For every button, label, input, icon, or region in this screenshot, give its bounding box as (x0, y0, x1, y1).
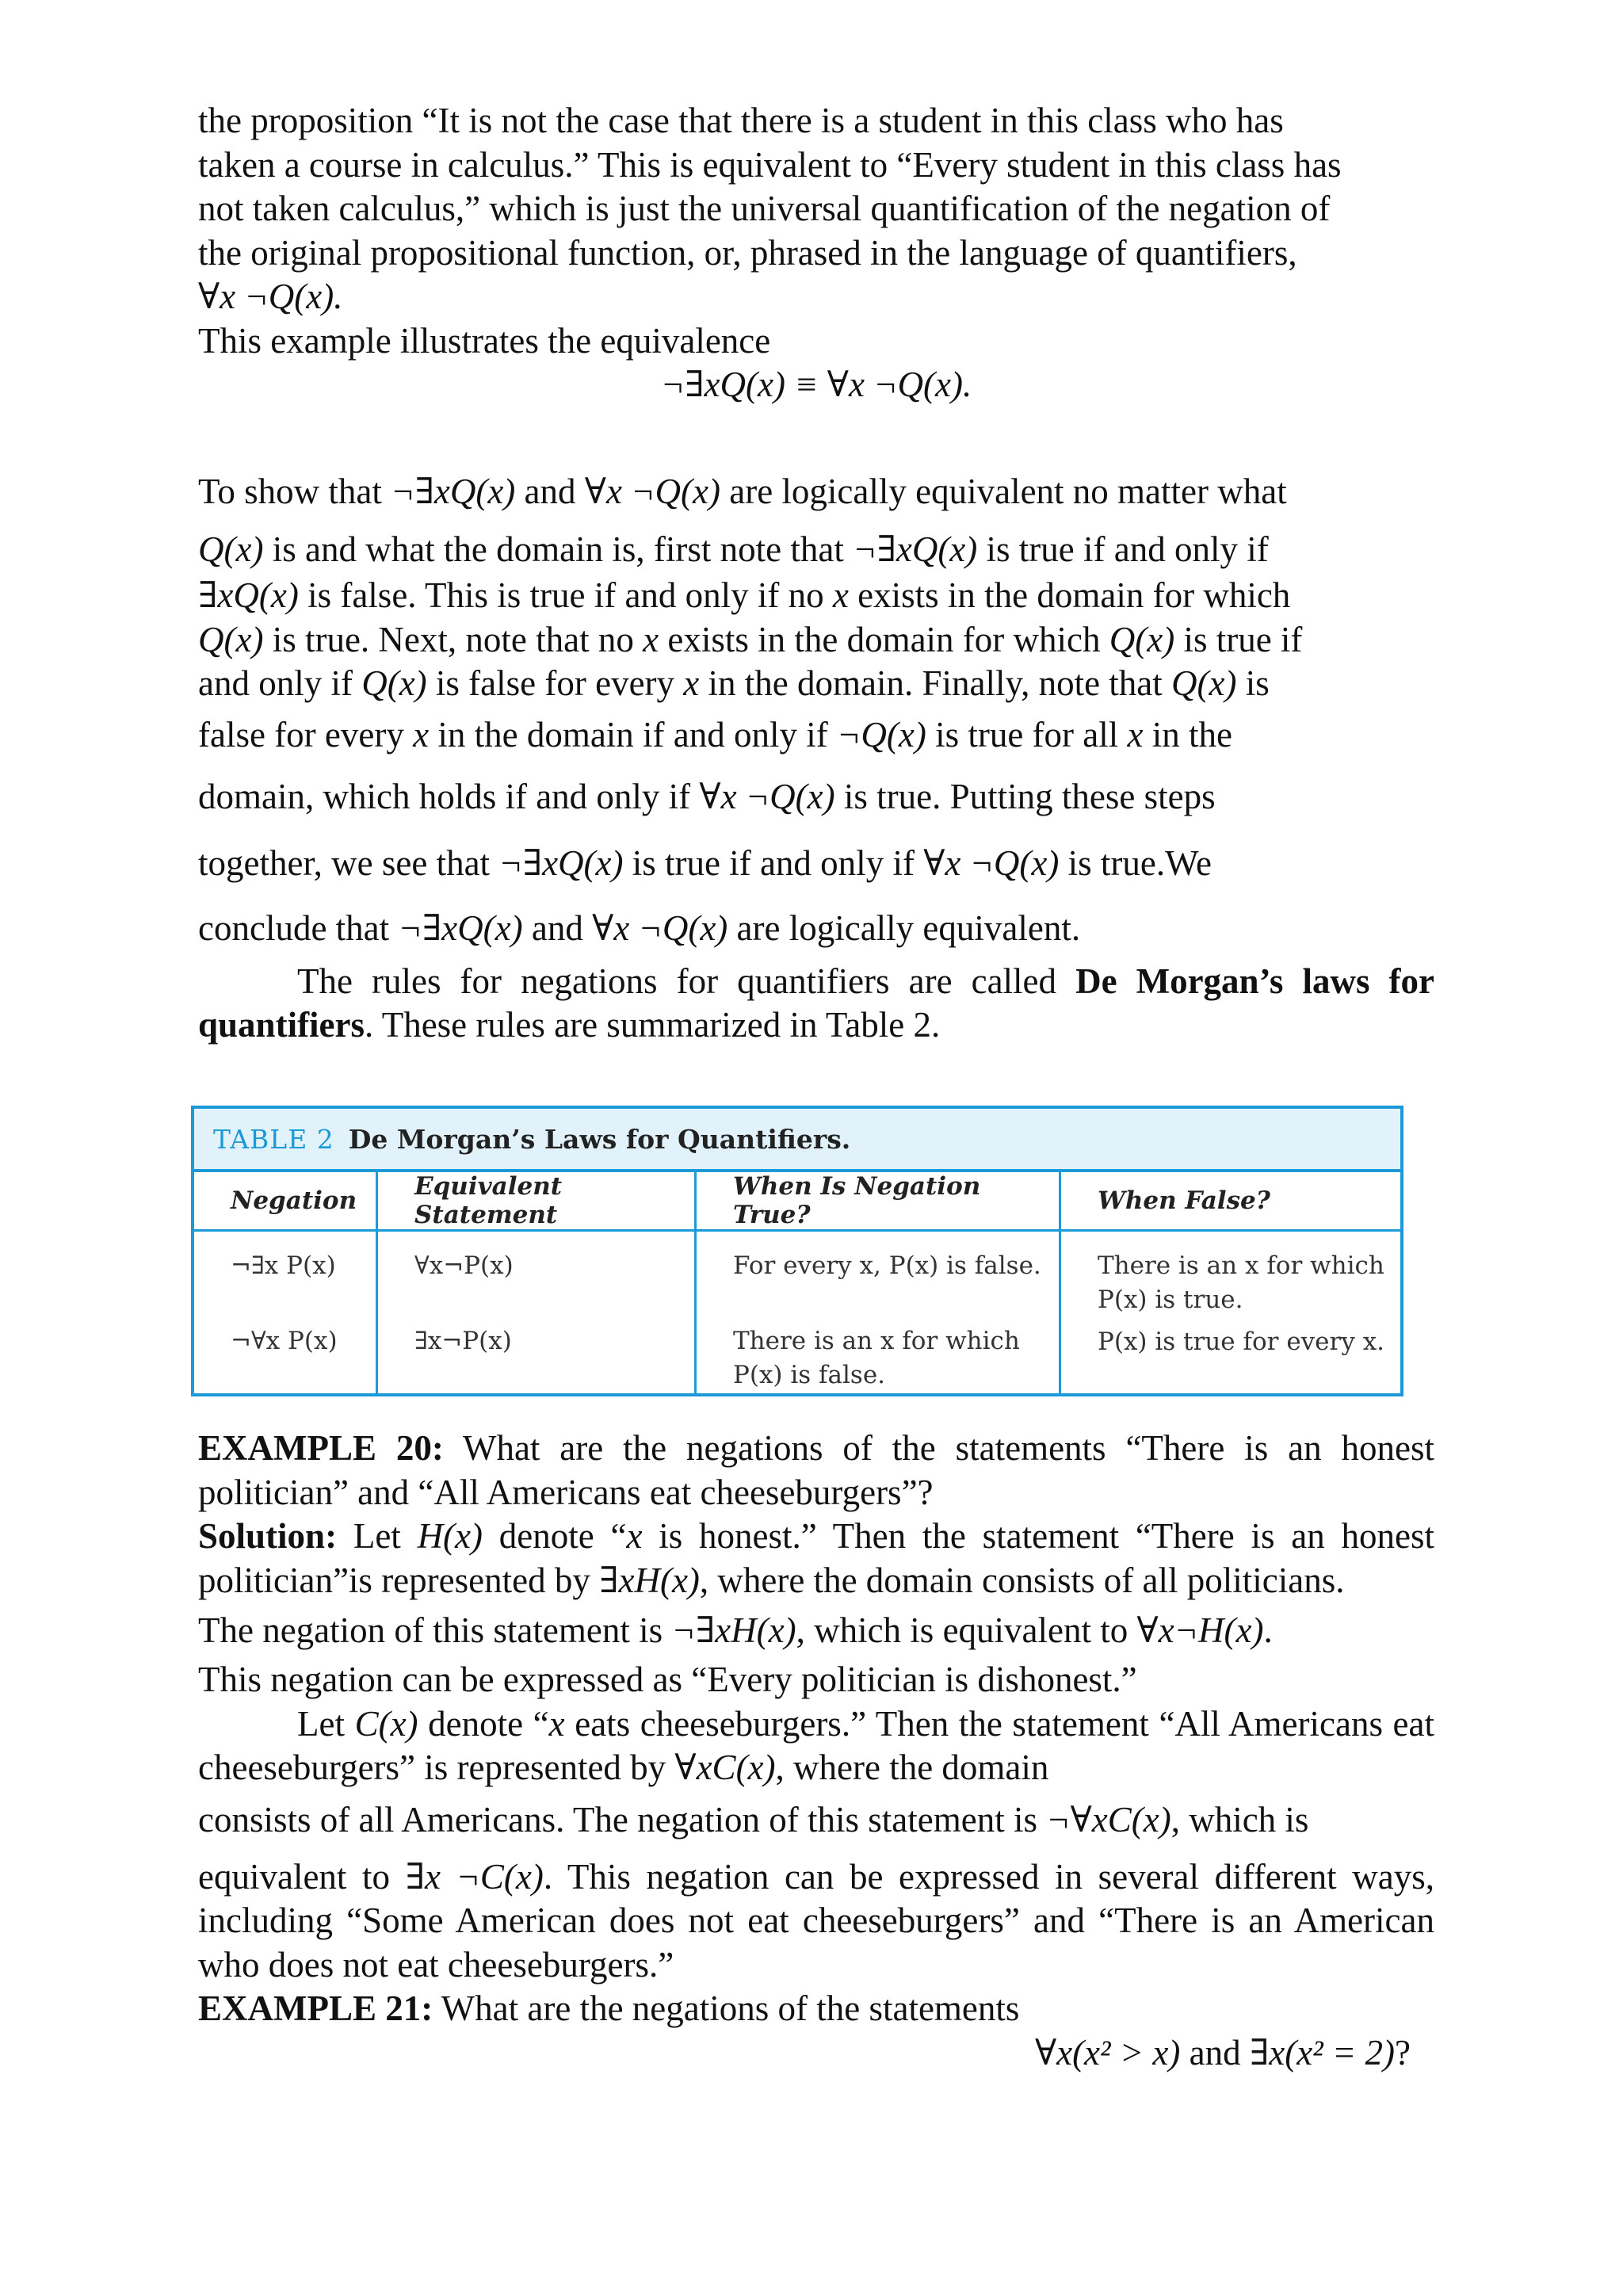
illustrates-line: This example illustrates the equivalence (198, 320, 771, 361)
table-title: De Morgan’s Laws for Quantifiers. (348, 1123, 851, 1155)
header-negation: Negation (194, 1172, 378, 1229)
text-line: domain, which holds if and only if ∀x ¬Q(x) is true. Putting these steps (198, 776, 1216, 816)
table-cell: P(x) is true. (1098, 1286, 1243, 1314)
table-cell: P(x) is false. (733, 1361, 886, 1389)
text-line: taken a course in calculus.” This is equivalent to “Every student in this class has (198, 144, 1342, 185)
table-cell: P(x) is true for every x. (1098, 1328, 1385, 1356)
upper-text-block (198, 99, 1434, 407)
examples-block (198, 1427, 1434, 2075)
table-cell: ¬∃x P(x) (231, 1251, 336, 1280)
header-equivalent-statement: Equivalent Statement (378, 1172, 697, 1229)
rules-paragraph: The rules for negations for quantifiers are called De Morgan’s laws for quantifiers. These rules are summarized in Table 2. (198, 961, 1434, 1045)
text-line: Q(x) is and what the domain is, first note that ¬∃xQ(x) is true if and only if (198, 529, 1269, 569)
text-line: not taken calculus,” which is just the universal quantification of the negation of (198, 189, 1331, 228)
example-21-label: EXAMPLE 21: (198, 1988, 433, 2028)
example-20-label: EXAMPLE 20: (198, 1428, 444, 1468)
when-true-column (697, 1232, 1061, 1396)
negation-column (194, 1232, 378, 1396)
text-line: To show that ¬∃xQ(x) and ∀x ¬Q(x) are logically equivalent no matter what (198, 472, 1287, 511)
solution-label: Solution: (198, 1516, 338, 1556)
de-morgan-term: De Morgan’s laws for quantifiers (198, 961, 1434, 1045)
table-cell: For every x, P(x) is false. (733, 1251, 1041, 1280)
table-cell: ∀x¬P(x) (414, 1251, 514, 1280)
proof-block (198, 458, 1434, 1048)
table-cell: There is an x for which (733, 1327, 1020, 1355)
example-20-americans: consists of all Americans. The negation of this statement is ¬∀xC(x), which is (198, 1799, 1309, 1839)
text-line: the original propositional function, or, phrased in the language of quantifiers, (198, 232, 1297, 273)
equivalent-column (378, 1232, 697, 1396)
equivalence-formula: ¬∃xQ(x) ≡ ∀x ¬Q(x). (660, 365, 972, 404)
example-20-negation: The negation of this statement is ¬∃xH(x), which is equivalent to ∀x¬H(x). (198, 1610, 1273, 1650)
text-line: false for every x in the domain if and only if ¬Q(x) is true for all x in the (198, 714, 1232, 755)
header-when-true: When Is Negation True? (697, 1172, 1061, 1229)
table-cell: ∃x¬P(x) (414, 1327, 512, 1355)
table-header-row (194, 1172, 1400, 1232)
table-cell: There is an x for which (1098, 1251, 1384, 1280)
when-false-column (1061, 1232, 1400, 1396)
text-line: and only if Q(x) is false for every x in the domain. Finally, note that Q(x) is (198, 663, 1270, 703)
text-line: ∃xQ(x) is false. This is true if and only if no x exists in the domain for which (198, 575, 1291, 615)
table-label: TABLE 2 (213, 1123, 334, 1155)
intro-paragraph (198, 99, 1434, 275)
example-20-cheeseburger: Let C(x) denote “x eats cheeseburgers.” Then the statement “All Americans eat cheeseburgers” is represented by ∀xC(x), where the domain (198, 1703, 1434, 1787)
example-20-dishonest: This negation can be expressed as “Every politician is dishonest.” (198, 1660, 1137, 1699)
example-21-question: EXAMPLE 21: What are the negations of the statements (198, 1988, 1020, 2028)
table-cell: ¬∀x P(x) (231, 1327, 338, 1355)
proof-paragraph (198, 458, 1434, 960)
text-line: conclude that ¬∃xQ(x) and ∀x ¬Q(x) are logically equivalent. (198, 907, 1081, 948)
example-21-formulas: ∀x(x² > x) and ∃x(x² = 2)? (1034, 2032, 1411, 2073)
text-line: Q(x) is true. Next, note that no x exists in the domain for which Q(x) is true if (198, 619, 1303, 659)
example-20-solution: Solution: Let H(x) denote “x is honest.” Then the statement “There is an honest politician”is represented by ∃xH(x), where the domain consists of all politicians. (198, 1516, 1434, 1600)
de-morgan-table (191, 1106, 1403, 1396)
formula-forall-not-q: ∀x ¬Q(x). (198, 277, 343, 316)
example-20-question: EXAMPLE 20: What are the negations of the statements “There is an honest politician” and “All Americans eat cheeseburgers”? (198, 1428, 1434, 1512)
table-body (194, 1232, 1400, 1396)
example-20-equivalent: equivalent to ∃x ¬C(x). This negation can be expressed in several different ways, including “Some American does not eat cheeseburgers” and “There is an American who does not eat cheeseburgers.” (198, 1856, 1434, 1985)
text-line: together, we see that ¬∃xQ(x) is true if and only if ∀x ¬Q(x) is true.We (198, 842, 1212, 883)
table-caption (194, 1109, 1400, 1172)
text-line: the proposition “It is not the case that there is a student in this class who has (198, 101, 1284, 140)
header-when-false: When False? (1098, 1186, 1270, 1215)
